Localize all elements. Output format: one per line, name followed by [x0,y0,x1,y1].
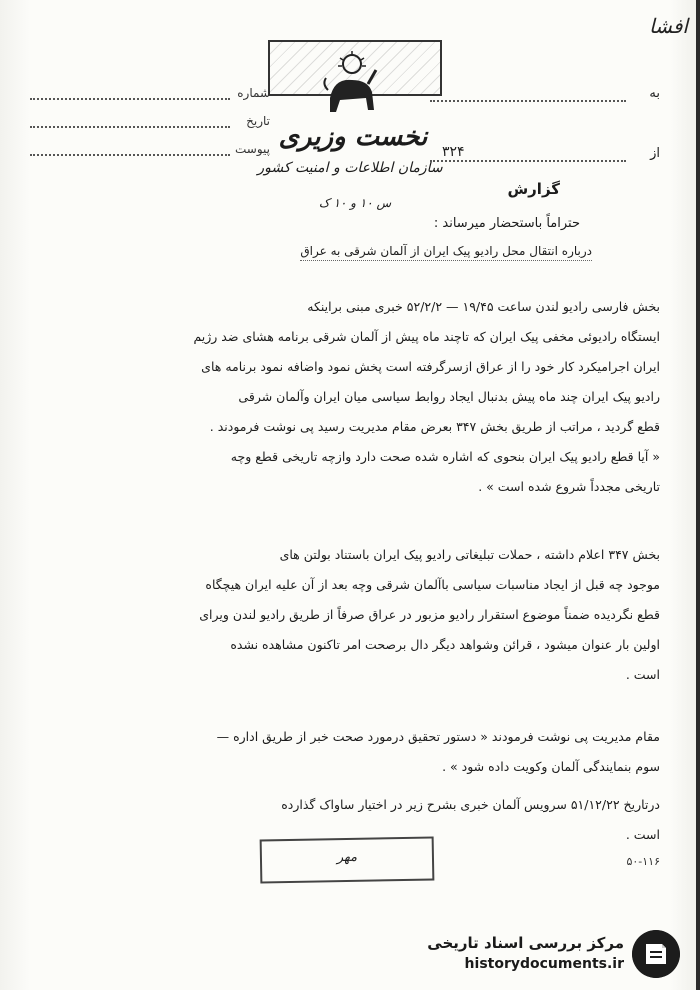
paragraph-3-text: مقام مدیریت پی نوشت فرمودند « دستور تحقیق درمورد صحت خبر از طریق اداره — سوم بنمایندگی آلمان وکویت داده شود » . [216,729,660,774]
from-label: از [650,146,660,161]
to-label: به [649,86,660,101]
from-value: ۳۲۴ [442,144,465,160]
from-field [430,146,660,166]
organization-name: سازمان اطلاعات و امنیت کشور [257,160,443,176]
paragraph-1-text: بخش فارسی رادیو لندن ساعت ۱۹/۴۵ — ۵۲/۲/۲ خبری مبنی براینکه ایستگاه رادیوئی مخفی پیک ایران که تاچند ماه پیش از آلمان شرقی برنامه هشای ضد رژیم ایران اجرامیکرد کار خود را از عراق ازسرگرفته است پخش نمود واضافه نمود برنامه های رادیو پیک ایران چند ماه پیش بدنبال ایجاد روابط سیاسی میان ایران وآلمان شرقی قطع گردید ، مراتب از طریق بخش ۳۴۷ بعرض مقام مدیریت رسید پی نوشت فرمودند . « آیا قطع رادیو پیک ایران بنحوی که اشاره شده صحت دارد وازچه تاریخی قطع وچه تاریخی مجدداً شروع شده است » . [193,299,660,494]
handwritten-corner-note: افشا [648,14,688,38]
report-title: گزارش [507,180,560,198]
scan-edge [696,0,700,990]
bottom-stamp-text: مهر [336,849,358,866]
paragraph-2 [40,540,660,690]
date-label: تاریخ [246,114,270,128]
bottom-stamp [260,836,435,883]
watermark-site: historydocuments.ir [464,956,624,972]
watermark [420,930,680,980]
lion-and-sun-emblem-icon [318,50,382,118]
document-code: ۵۰-۱۱۶ [626,855,660,868]
watermark-name: مرکز بررسی اسناد تاریخی [427,934,624,952]
salutation: حتراماً باستحضار میرساند : [433,216,580,231]
archive-logo-icon [632,930,680,978]
reference-code: س ۱۰ و ۱۰ ک [318,196,392,210]
paragraph-3 [40,722,660,782]
to-field [430,86,660,106]
date-field [30,114,270,132]
number-field [30,86,270,104]
ministry-title: نخست وزیری [278,122,428,152]
number-label: شماره [237,86,270,100]
subject-line: درباره انتقال محل رادیو پیک ایران از آلمان شرقی به عراق [300,244,592,261]
paragraph-2-text: بخش ۳۴۷ اعلام داشته ، حملات تبلیغاتی رادیو پیک ایران باستناد بولتن های موجود چه قبل از ایجاد مناسبات سیاسی باآلمان شرقی وچه بعد از آن علیه ایران هیچگاه قطع نگردیده ضمناً موضوع استقرار رادیو مزبور در عراق صرفاً از طریق رادیو لندن ویرای اولین بار عنوان میشود ، قرائن وشواهد دیگر دال برصحت امر تاکنون مشاهده نشده است . [199,547,660,682]
paragraph-1 [40,292,660,502]
paragraph-4-text: درتاریخ ۵۱/۱۲/۲۲ سرویس آلمان خبری بشرح زیر در اختیار ساواک گذارده است . [281,797,660,842]
attachment-label: پیوست [235,142,270,156]
attachment-field [30,142,270,160]
